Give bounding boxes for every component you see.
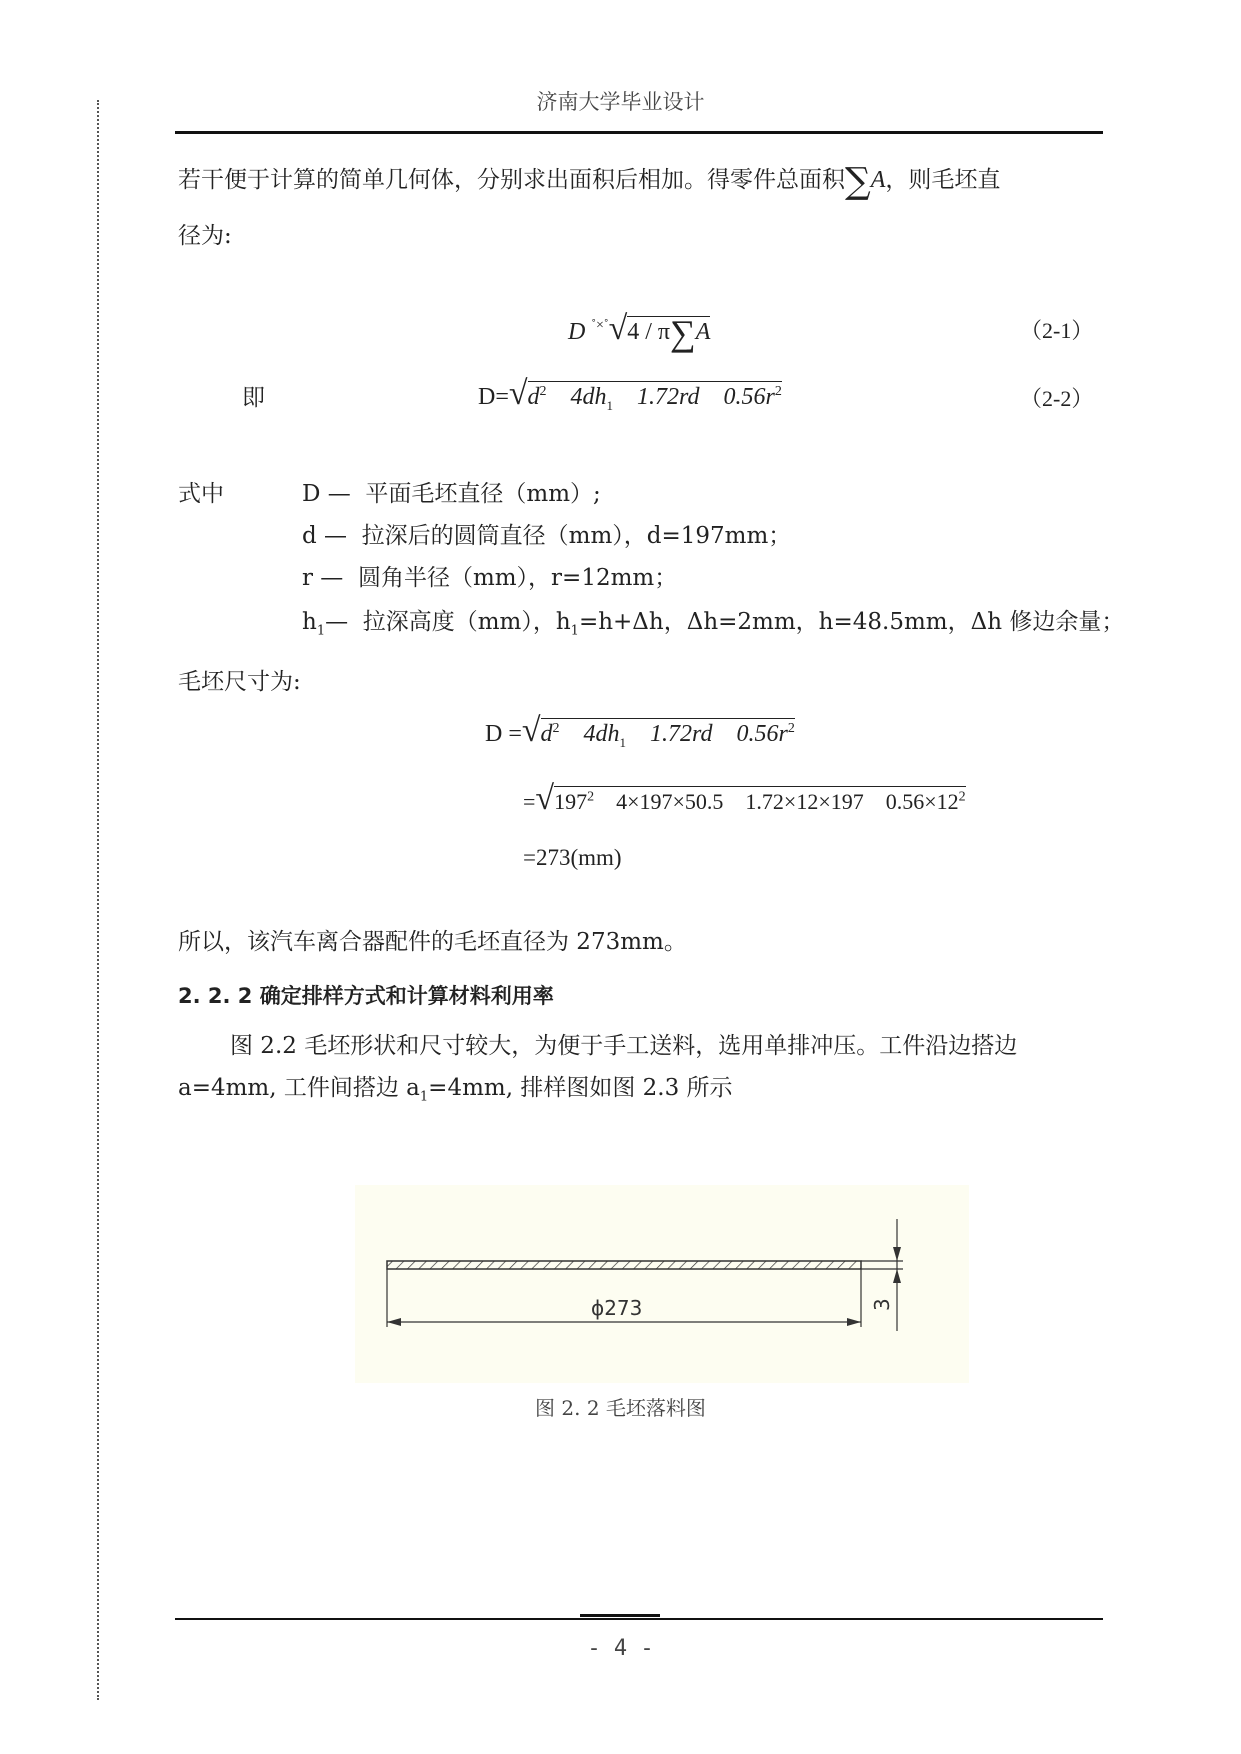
blank-drawing-figure (355, 1185, 969, 1383)
eqb-a-exp: 2 (587, 789, 595, 805)
eq2-t3: 0.56r (723, 384, 775, 410)
binding-margin-line (97, 100, 99, 1700)
area-variable: A (870, 167, 886, 193)
equation-number-2-1: （2-1） (1020, 318, 1094, 343)
sqrt-icon: √ (608, 310, 628, 347)
eqa-t1-sub: 1 (619, 734, 627, 750)
sqrt-icon: √ (521, 712, 541, 749)
sum-symbol: ∑ (845, 161, 871, 202)
intro-text: 若干便于计算的简单几何体，分别求出面积后相加。得零件总面积 (178, 167, 845, 193)
eqb-a: 197 (554, 789, 588, 814)
eqb-e-exp: 2 (958, 789, 966, 805)
legend-symbol-sub: 1 (316, 623, 326, 639)
eq2-lead: 即 (242, 385, 265, 411)
legend-dash: — (325, 609, 349, 635)
eq2-d-exp: 2 (539, 384, 547, 399)
legend-label: 式中 (178, 481, 224, 507)
para2-text-b: =4mm, 排样图如图 2.3 所示 (428, 1075, 733, 1101)
blank-drawing-svg (355, 1185, 969, 1383)
arrow-down-icon (893, 1247, 901, 1261)
eq2-t3-exp: 2 (774, 384, 782, 399)
legend-text: 拉深高度（mm），h (362, 609, 571, 635)
eq2-t1: 4dh (570, 384, 607, 410)
blank-size-label: 毛坯尺寸为: (178, 669, 301, 695)
eq2-t1-sub: 1 (606, 397, 614, 413)
legend-text: 圆角半径（mm），r=12mm； (357, 565, 678, 591)
legend-symbol: d — (302, 523, 348, 549)
eq1-var: A (695, 319, 711, 345)
sqrt-icon: √ (508, 375, 528, 412)
para2-text-a: a=4mm, 工件间搭边 a (178, 1075, 420, 1101)
eq1-radicand: 4 / π (627, 319, 671, 345)
eq1-lhs: D (568, 319, 586, 345)
eqa-d-exp: 2 (552, 721, 560, 736)
eqb-b: 4×197×50.5 (616, 789, 724, 814)
header-rule (175, 131, 1103, 134)
sqrt-icon: √ (535, 780, 555, 817)
diameter-label: ϕ273 (591, 1296, 643, 1320)
eq2-d: d (527, 384, 540, 410)
legend-text: 平面毛坯直径（mm）; (365, 481, 601, 507)
paragraph-layout-line1: 图 2.2 毛坯形状和尺寸较大，为便于手工送料，选用单排冲压。工件沿边搭边 (230, 1033, 1018, 1059)
paragraph-intro-line2: 径为: (178, 223, 232, 249)
paragraph-layout-line2 (178, 1068, 733, 1118)
paragraph-intro (178, 160, 1108, 200)
eqa-lhs: D = (485, 721, 522, 747)
footer-rule-accent (580, 1614, 660, 1617)
conclusion-text: 所以，该汽车离合器配件的毛坯直径为 273mm。 (178, 929, 687, 955)
eq2-t2: 1.72rd (637, 384, 700, 410)
page-header-title: 济南大学毕业设计 (536, 90, 705, 114)
legend-item-r (302, 558, 677, 598)
arrow-left-icon (387, 1318, 401, 1326)
eqb-e: 0.56×12 (885, 789, 959, 814)
eqa-d: d (540, 721, 553, 747)
equation-number-2-2: （2-2） (1020, 386, 1094, 411)
footer-rule (175, 1618, 1103, 1620)
equation-2-1 (568, 310, 711, 353)
blank-size-result: =273(mm) (523, 845, 622, 870)
eqa-t1: 4dh (583, 721, 620, 747)
eq1-glyph: ˚×˚ (591, 318, 609, 333)
legend-symbol: h (302, 609, 317, 635)
blank-size-equation-a (485, 712, 795, 751)
legend-text: 拉深后的圆筒直径（mm），d=197mm； (361, 523, 792, 549)
blank-section (387, 1261, 861, 1269)
eqb-c: 1.72×12×197 (745, 789, 864, 814)
eqa-t2: 1.72rd (650, 721, 713, 747)
figure-caption: 图 2. 2 毛坯落料图 (535, 1396, 706, 1420)
eq1-sum-symbol: ∑ (670, 313, 696, 353)
eqa-t3-exp: 2 (787, 721, 795, 736)
legend-text-sub: 1 (570, 623, 579, 639)
legend-symbol: r — (302, 565, 344, 591)
arrow-right-icon (847, 1318, 861, 1326)
legend-item-d (302, 516, 791, 556)
eqb-lhs: = (523, 789, 536, 814)
blank-size-equation-b (523, 780, 966, 818)
thickness-label: 3 (870, 1298, 894, 1311)
equation-2-2 (478, 375, 782, 414)
para2-sub: 1 (419, 1089, 429, 1105)
eq2-lhs: D= (478, 384, 509, 410)
intro-text-tail: ，则毛坯直 (885, 167, 1001, 193)
page-number: - 4 - (587, 1636, 654, 1661)
section-heading: 2. 2. 2 确定排样方式和计算材料利用率 (178, 984, 554, 1008)
eqa-t3: 0.56r (736, 721, 788, 747)
legend-symbol: D — (302, 481, 351, 507)
legend-text-tail: =h+Δh，Δh=2mm，h=48.5mm，Δh 修边余量； (578, 609, 1125, 635)
arrow-up-icon (893, 1269, 901, 1283)
legend-item-h1 (302, 602, 1124, 652)
legend-item-D (302, 474, 601, 514)
